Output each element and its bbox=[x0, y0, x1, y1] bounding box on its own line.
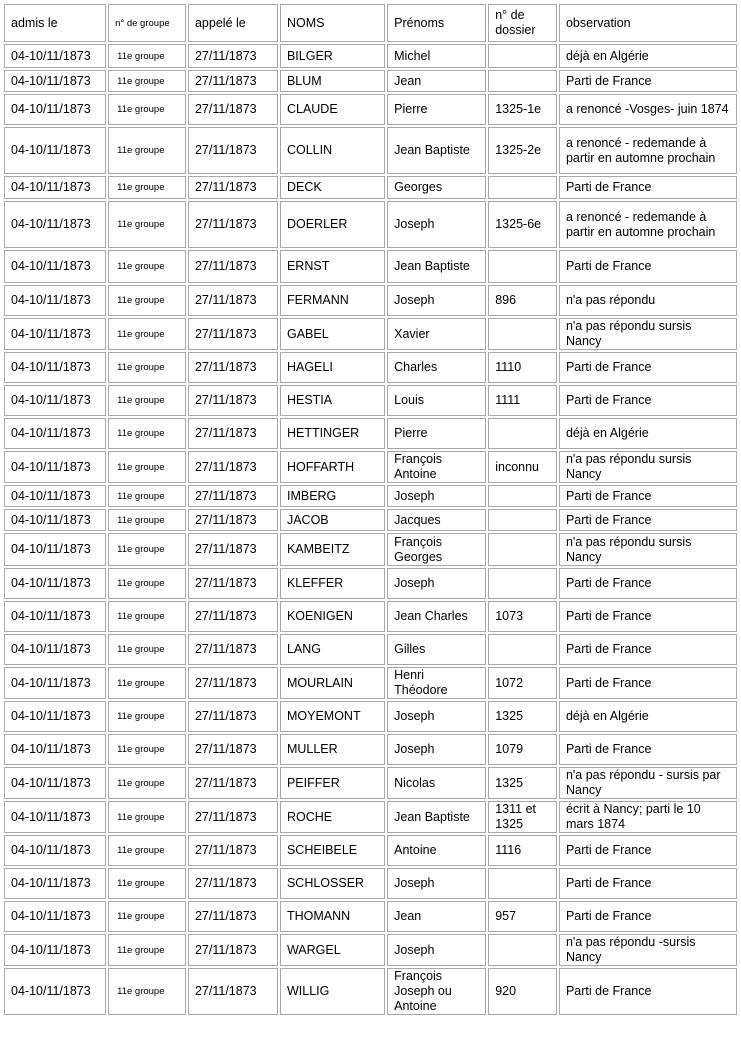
cell-dossier: inconnu bbox=[488, 451, 557, 483]
table-row bbox=[4, 418, 737, 449]
cell-groupe: 11e groupe bbox=[108, 801, 186, 833]
cell-nom: THOMANN bbox=[280, 901, 385, 932]
cell-nom: GABEL bbox=[280, 318, 385, 350]
cell-observation: Parti de France bbox=[559, 835, 737, 866]
cell-groupe: 11e groupe bbox=[108, 509, 186, 531]
cell-appele: 27/11/1873 bbox=[188, 285, 278, 316]
cell-dossier bbox=[488, 634, 557, 665]
cell-prenom: Joseph bbox=[387, 701, 486, 732]
table-row bbox=[4, 44, 737, 68]
cell-admis: 04-10/11/1873 bbox=[4, 318, 106, 350]
cell-appele: 27/11/1873 bbox=[188, 667, 278, 699]
table-row bbox=[4, 634, 737, 665]
cell-dossier: 1325 bbox=[488, 701, 557, 732]
cell-admis: 04-10/11/1873 bbox=[4, 451, 106, 483]
cell-groupe: 11e groupe bbox=[108, 734, 186, 765]
cell-prenom: Joseph bbox=[387, 485, 486, 507]
cell-nom: HOFFARTH bbox=[280, 451, 385, 483]
cell-nom: COLLIN bbox=[280, 127, 385, 174]
cell-appele: 27/11/1873 bbox=[188, 176, 278, 199]
cell-prenom: Jean Baptiste bbox=[387, 127, 486, 174]
table-row bbox=[4, 601, 737, 632]
cell-groupe: 11e groupe bbox=[108, 176, 186, 199]
cell-prenom: Joseph bbox=[387, 934, 486, 966]
cell-nom: MULLER bbox=[280, 734, 385, 765]
cell-observation: Parti de France bbox=[559, 634, 737, 665]
cell-prenom: Michel bbox=[387, 44, 486, 68]
cell-groupe: 11e groupe bbox=[108, 701, 186, 732]
header-row bbox=[4, 4, 737, 42]
cell-observation: Parti de France bbox=[559, 70, 737, 92]
table-row bbox=[4, 801, 737, 833]
cell-groupe: 11e groupe bbox=[108, 667, 186, 699]
cell-admis: 04-10/11/1873 bbox=[4, 801, 106, 833]
cell-admis: 04-10/11/1873 bbox=[4, 835, 106, 866]
table-row bbox=[4, 318, 737, 350]
cell-dossier bbox=[488, 509, 557, 531]
table-row bbox=[4, 968, 737, 1015]
cell-prenom: Nicolas bbox=[387, 767, 486, 799]
cell-observation: n'a pas répondu sursis Nancy bbox=[559, 533, 737, 566]
cell-groupe: 11e groupe bbox=[108, 568, 186, 599]
cell-prenom: Jean bbox=[387, 901, 486, 932]
cell-dossier bbox=[488, 250, 557, 283]
cell-dossier: 1311 et 1325 bbox=[488, 801, 557, 833]
cell-appele: 27/11/1873 bbox=[188, 701, 278, 732]
cell-admis: 04-10/11/1873 bbox=[4, 385, 106, 416]
cell-groupe: 11e groupe bbox=[108, 485, 186, 507]
cell-observation: déjà en Algérie bbox=[559, 701, 737, 732]
header-noms: NOMS bbox=[280, 4, 385, 42]
cell-dossier bbox=[488, 318, 557, 350]
table-row bbox=[4, 934, 737, 966]
table-row bbox=[4, 868, 737, 899]
cell-prenom: Joseph bbox=[387, 568, 486, 599]
cell-admis: 04-10/11/1873 bbox=[4, 533, 106, 566]
cell-admis: 04-10/11/1873 bbox=[4, 767, 106, 799]
cell-nom: MOURLAIN bbox=[280, 667, 385, 699]
cell-nom: KLEFFER bbox=[280, 568, 385, 599]
cell-admis: 04-10/11/1873 bbox=[4, 201, 106, 248]
cell-observation: n'a pas répondu sursis Nancy bbox=[559, 451, 737, 483]
cell-appele: 27/11/1873 bbox=[188, 568, 278, 599]
table-row bbox=[4, 176, 737, 199]
cell-appele: 27/11/1873 bbox=[188, 868, 278, 899]
cell-groupe: 11e groupe bbox=[108, 601, 186, 632]
table-row bbox=[4, 250, 737, 283]
cell-nom: WARGEL bbox=[280, 934, 385, 966]
cell-groupe: 11e groupe bbox=[108, 968, 186, 1015]
cell-groupe: 11e groupe bbox=[108, 201, 186, 248]
cell-groupe: 11e groupe bbox=[108, 533, 186, 566]
cell-prenom: Joseph bbox=[387, 201, 486, 248]
table-row bbox=[4, 835, 737, 866]
table-row bbox=[4, 701, 737, 732]
cell-dossier: 1325-1e bbox=[488, 94, 557, 125]
cell-admis: 04-10/11/1873 bbox=[4, 868, 106, 899]
cell-groupe: 11e groupe bbox=[108, 127, 186, 174]
header-prenoms: Prénoms bbox=[387, 4, 486, 42]
table-body bbox=[4, 44, 737, 1015]
cell-admis: 04-10/11/1873 bbox=[4, 667, 106, 699]
cell-dossier: 957 bbox=[488, 901, 557, 932]
cell-prenom: Jean bbox=[387, 70, 486, 92]
cell-nom: HAGELI bbox=[280, 352, 385, 383]
table-row bbox=[4, 352, 737, 383]
cell-appele: 27/11/1873 bbox=[188, 485, 278, 507]
cell-nom: CLAUDE bbox=[280, 94, 385, 125]
cell-appele: 27/11/1873 bbox=[188, 418, 278, 449]
cell-nom: BLUM bbox=[280, 70, 385, 92]
cell-dossier bbox=[488, 176, 557, 199]
cell-groupe: 11e groupe bbox=[108, 285, 186, 316]
cell-admis: 04-10/11/1873 bbox=[4, 250, 106, 283]
cell-appele: 27/11/1873 bbox=[188, 451, 278, 483]
cell-appele: 27/11/1873 bbox=[188, 201, 278, 248]
cell-dossier: 1325 bbox=[488, 767, 557, 799]
cell-groupe: 11e groupe bbox=[108, 451, 186, 483]
cell-admis: 04-10/11/1873 bbox=[4, 127, 106, 174]
cell-groupe: 11e groupe bbox=[108, 352, 186, 383]
cell-admis: 04-10/11/1873 bbox=[4, 44, 106, 68]
cell-observation: Parti de France bbox=[559, 250, 737, 283]
table-row bbox=[4, 568, 737, 599]
cell-observation: Parti de France bbox=[559, 509, 737, 531]
cell-observation: n'a pas répondu - sursis par Nancy bbox=[559, 767, 737, 799]
header-admis: admis le bbox=[4, 4, 106, 42]
cell-nom: KOENIGEN bbox=[280, 601, 385, 632]
cell-nom: PEIFFER bbox=[280, 767, 385, 799]
cell-prenom: Jean Baptiste bbox=[387, 801, 486, 833]
cell-dossier: 1325-2e bbox=[488, 127, 557, 174]
table-row bbox=[4, 451, 737, 483]
cell-observation: Parti de France bbox=[559, 868, 737, 899]
cell-observation: a renoncé -Vosges- juin 1874 bbox=[559, 94, 737, 125]
cell-groupe: 11e groupe bbox=[108, 318, 186, 350]
cell-admis: 04-10/11/1873 bbox=[4, 934, 106, 966]
header-dossier: n° de dossier bbox=[488, 4, 557, 42]
cell-observation: a renoncé - redemande à partir en automne prochain bbox=[559, 127, 737, 174]
cell-dossier bbox=[488, 44, 557, 68]
cell-prenom: Pierre bbox=[387, 418, 486, 449]
cell-groupe: 11e groupe bbox=[108, 385, 186, 416]
cell-groupe: 11e groupe bbox=[108, 634, 186, 665]
cell-observation: Parti de France bbox=[559, 568, 737, 599]
cell-nom: ERNST bbox=[280, 250, 385, 283]
cell-prenom: Antoine bbox=[387, 835, 486, 866]
cell-prenom: François Georges bbox=[387, 533, 486, 566]
cell-dossier: 1111 bbox=[488, 385, 557, 416]
cell-nom: DECK bbox=[280, 176, 385, 199]
cell-nom: LANG bbox=[280, 634, 385, 665]
cell-admis: 04-10/11/1873 bbox=[4, 485, 106, 507]
table-row bbox=[4, 127, 737, 174]
cell-nom: SCHLOSSER bbox=[280, 868, 385, 899]
cell-appele: 27/11/1873 bbox=[188, 127, 278, 174]
cell-observation: Parti de France bbox=[559, 734, 737, 765]
cell-appele: 27/11/1873 bbox=[188, 835, 278, 866]
cell-prenom: Charles bbox=[387, 352, 486, 383]
cell-admis: 04-10/11/1873 bbox=[4, 94, 106, 125]
cell-admis: 04-10/11/1873 bbox=[4, 601, 106, 632]
cell-prenom: Louis bbox=[387, 385, 486, 416]
cell-admis: 04-10/11/1873 bbox=[4, 634, 106, 665]
cell-nom: IMBERG bbox=[280, 485, 385, 507]
cell-nom: DOERLER bbox=[280, 201, 385, 248]
cell-prenom: François Antoine bbox=[387, 451, 486, 483]
cell-observation: n'a pas répondu bbox=[559, 285, 737, 316]
cell-appele: 27/11/1873 bbox=[188, 44, 278, 68]
table-row bbox=[4, 667, 737, 699]
cell-groupe: 11e groupe bbox=[108, 418, 186, 449]
table-row bbox=[4, 94, 737, 125]
cell-appele: 27/11/1873 bbox=[188, 767, 278, 799]
header-groupe: n° de groupe bbox=[108, 4, 186, 42]
cell-appele: 27/11/1873 bbox=[188, 509, 278, 531]
cell-admis: 04-10/11/1873 bbox=[4, 901, 106, 932]
cell-nom: KAMBEITZ bbox=[280, 533, 385, 566]
cell-observation: n'a pas répondu -sursis Nancy bbox=[559, 934, 737, 966]
cell-observation: Parti de France bbox=[559, 601, 737, 632]
cell-prenom: Gilles bbox=[387, 634, 486, 665]
cell-dossier bbox=[488, 934, 557, 966]
cell-observation: Parti de France bbox=[559, 901, 737, 932]
cell-groupe: 11e groupe bbox=[108, 868, 186, 899]
cell-dossier bbox=[488, 533, 557, 566]
cell-groupe: 11e groupe bbox=[108, 250, 186, 283]
cell-observation: Parti de France bbox=[559, 968, 737, 1015]
cell-prenom: Jean Charles bbox=[387, 601, 486, 632]
cell-prenom: Xavier bbox=[387, 318, 486, 350]
cell-appele: 27/11/1873 bbox=[188, 934, 278, 966]
cell-observation: Parti de France bbox=[559, 385, 737, 416]
cell-appele: 27/11/1873 bbox=[188, 318, 278, 350]
table-row bbox=[4, 201, 737, 248]
table-row bbox=[4, 533, 737, 566]
table-row bbox=[4, 385, 737, 416]
cell-admis: 04-10/11/1873 bbox=[4, 968, 106, 1015]
cell-groupe: 11e groupe bbox=[108, 934, 186, 966]
table-row bbox=[4, 734, 737, 765]
cell-appele: 27/11/1873 bbox=[188, 250, 278, 283]
cell-prenom: Jacques bbox=[387, 509, 486, 531]
cell-dossier bbox=[488, 70, 557, 92]
cell-groupe: 11e groupe bbox=[108, 94, 186, 125]
cell-dossier: 920 bbox=[488, 968, 557, 1015]
cell-nom: SCHEIBELE bbox=[280, 835, 385, 866]
cell-observation: déjà en Algérie bbox=[559, 44, 737, 68]
cell-nom: HETTINGER bbox=[280, 418, 385, 449]
cell-observation: a renoncé - redemande à partir en automne prochain bbox=[559, 201, 737, 248]
cell-nom: HESTIA bbox=[280, 385, 385, 416]
cell-admis: 04-10/11/1873 bbox=[4, 701, 106, 732]
cell-admis: 04-10/11/1873 bbox=[4, 176, 106, 199]
cell-appele: 27/11/1873 bbox=[188, 801, 278, 833]
cell-appele: 27/11/1873 bbox=[188, 94, 278, 125]
cell-prenom: Joseph bbox=[387, 285, 486, 316]
cell-dossier bbox=[488, 418, 557, 449]
cell-appele: 27/11/1873 bbox=[188, 634, 278, 665]
header-appele: appelé le bbox=[188, 4, 278, 42]
cell-dossier: 1325-6e bbox=[488, 201, 557, 248]
cell-dossier bbox=[488, 868, 557, 899]
cell-admis: 04-10/11/1873 bbox=[4, 734, 106, 765]
cell-groupe: 11e groupe bbox=[108, 70, 186, 92]
cell-prenom: Henri Théodore bbox=[387, 667, 486, 699]
table-row bbox=[4, 901, 737, 932]
table-row bbox=[4, 70, 737, 92]
cell-prenom: François Joseph ou Antoine bbox=[387, 968, 486, 1015]
cell-observation: déjà en Algérie bbox=[559, 418, 737, 449]
cell-admis: 04-10/11/1873 bbox=[4, 70, 106, 92]
cell-admis: 04-10/11/1873 bbox=[4, 352, 106, 383]
cell-nom: BILGER bbox=[280, 44, 385, 68]
cell-dossier bbox=[488, 568, 557, 599]
emigrants-table bbox=[2, 2, 739, 1017]
cell-appele: 27/11/1873 bbox=[188, 601, 278, 632]
cell-nom: FERMANN bbox=[280, 285, 385, 316]
cell-dossier: 1116 bbox=[488, 835, 557, 866]
cell-nom: MOYEMONT bbox=[280, 701, 385, 732]
cell-observation: Parti de France bbox=[559, 352, 737, 383]
cell-appele: 27/11/1873 bbox=[188, 385, 278, 416]
header-observation: observation bbox=[559, 4, 737, 42]
cell-appele: 27/11/1873 bbox=[188, 70, 278, 92]
cell-prenom: Georges bbox=[387, 176, 486, 199]
cell-admis: 04-10/11/1873 bbox=[4, 568, 106, 599]
cell-appele: 27/11/1873 bbox=[188, 533, 278, 566]
cell-dossier: 1110 bbox=[488, 352, 557, 383]
cell-groupe: 11e groupe bbox=[108, 767, 186, 799]
cell-prenom: Jean Baptiste bbox=[387, 250, 486, 283]
cell-dossier bbox=[488, 485, 557, 507]
table-row bbox=[4, 285, 737, 316]
cell-dossier: 1079 bbox=[488, 734, 557, 765]
cell-appele: 27/11/1873 bbox=[188, 901, 278, 932]
table-row bbox=[4, 509, 737, 531]
cell-prenom: Joseph bbox=[387, 734, 486, 765]
cell-admis: 04-10/11/1873 bbox=[4, 418, 106, 449]
cell-groupe: 11e groupe bbox=[108, 901, 186, 932]
cell-admis: 04-10/11/1873 bbox=[4, 285, 106, 316]
cell-dossier: 1072 bbox=[488, 667, 557, 699]
cell-nom: JACOB bbox=[280, 509, 385, 531]
cell-prenom: Joseph bbox=[387, 868, 486, 899]
cell-appele: 27/11/1873 bbox=[188, 352, 278, 383]
cell-observation: n'a pas répondu sursis Nancy bbox=[559, 318, 737, 350]
cell-nom: WILLIG bbox=[280, 968, 385, 1015]
cell-groupe: 11e groupe bbox=[108, 44, 186, 68]
cell-observation: Parti de France bbox=[559, 667, 737, 699]
cell-observation: Parti de France bbox=[559, 176, 737, 199]
cell-admis: 04-10/11/1873 bbox=[4, 509, 106, 531]
cell-appele: 27/11/1873 bbox=[188, 968, 278, 1015]
cell-dossier: 896 bbox=[488, 285, 557, 316]
cell-observation: Parti de France bbox=[559, 485, 737, 507]
table-row bbox=[4, 485, 737, 507]
cell-nom: ROCHE bbox=[280, 801, 385, 833]
table-row bbox=[4, 767, 737, 799]
cell-dossier: 1073 bbox=[488, 601, 557, 632]
cell-prenom: Pierre bbox=[387, 94, 486, 125]
cell-appele: 27/11/1873 bbox=[188, 734, 278, 765]
cell-groupe: 11e groupe bbox=[108, 835, 186, 866]
cell-observation: écrit à Nancy; parti le 10 mars 1874 bbox=[559, 801, 737, 833]
